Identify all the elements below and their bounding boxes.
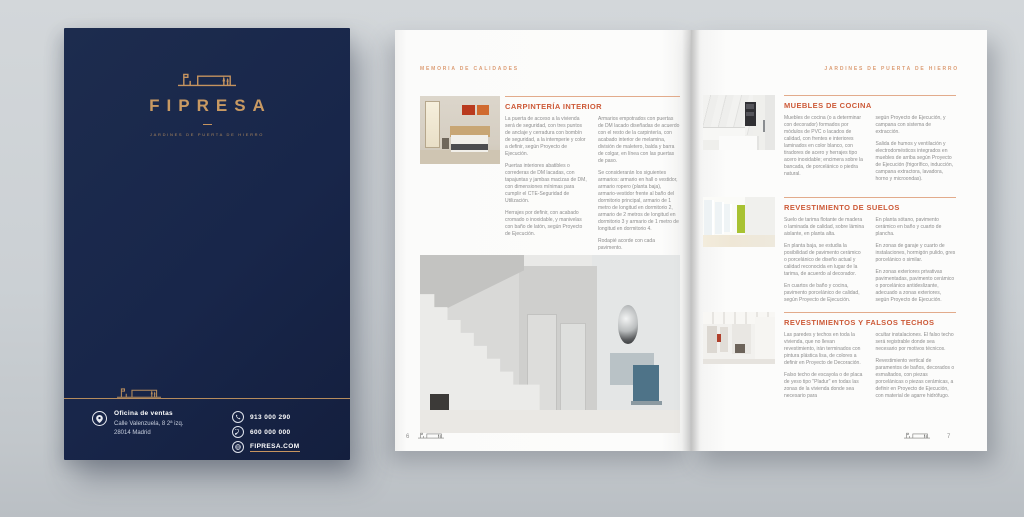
corridor-right-wall [755,317,775,361]
sales-office-block [92,410,228,453]
paragraph: Las paredes y techos en toda la vivienda, que no llevan revestimiento, irán terminados con pintura plástica lisa, de colores a definir en Proyecto de Decoración. [784,332,861,366]
text-column [876,332,957,405]
house-skyline-icon [117,385,161,399]
bedroom-artwork-orange [477,105,489,115]
globe-icon [232,441,244,453]
red-accent [717,334,721,342]
contact-rows [232,411,300,453]
hallway-window [704,200,714,236]
oven [746,112,754,116]
paragraph: En zonas exteriores privativas pavimentadas, pavimento cerámico o porcelánico antideslizante, adecuado a zonas exteriores, según Proyecto de Ejecución. [875,269,955,303]
paragraph: Suelo de tarima flotante de madera o laminada de calidad, sobre lámina aislante, en planta alta. [784,217,865,237]
hall-floor [420,410,680,433]
paragraph: Salida de humos y ventilación y electrodomésticos integrados en muebles de arriba según Proyecto de Ejecución (frigorífico, inducción, campana extractora, lavadora, horno y microondas). [875,141,954,182]
paragraph: Rodapié acorde con cada pavimento. [598,238,655,251]
paragraph: según Proyecto de Ejecución, y campana con sistema de extracción. [875,115,946,135]
brand-divider-dash [203,124,212,125]
kitchen-right-wall [765,95,775,150]
location-pin-icon [92,411,107,426]
paragraph: Puertas interiores abatibles o correderas de DM lacadas, con tapajuntas y jambas macizas de DM, con dimensiones mínimas para cumplir el CTE-Seguridad de Utilización. [505,163,587,204]
text-column [505,116,587,257]
bedroom-window [425,101,440,148]
photo-bedroom [420,96,500,164]
paragraph: ocultar instalaciones. El falso techo será registrable donde sea necesario por motivos técnicos. [875,332,954,352]
paragraph: La puerta de acceso a la vivienda será de seguridad, con tres puntos de anclaje y cerradura con bombín de seguridad, a la intemperie y color a definir, según Proyecto de Ejecución. [505,116,586,157]
section-rule [505,96,680,97]
paragraph: En zonas de garaje y cuarto de instalaciones, hormigón pulido, gres porcelánico o similar. [875,243,956,263]
text-column [876,217,957,309]
fipresa-house-logo-icon [178,70,236,87]
phone-number: 913 000 290 [250,413,291,421]
address-line-1: Calle Valenzuela, 8 2ª izq. [114,421,184,427]
open-brochure-spread [395,30,987,451]
hallway-window [724,204,732,232]
sales-office-address [114,420,183,439]
website-link[interactable]: FIPRESA.COM [250,442,300,450]
section-title: CARPINTERÍA INTERIOR [505,102,602,111]
paragraph: Se considerarán los siguientes armarios: armario en hall o vestidor, armario ropero (planta baja), armario-vestidor frente al baño del dormitorio principal, armario de 1 metro de longitud en dormitorio 2, armario de 2 metros de longitud en dormitorio 3 y armario de 1 metro de longitud en dormitorio 4. [598,170,679,232]
bedroom-artwork-red [462,105,476,115]
phone-icon [232,411,244,423]
photo-corridor [703,312,775,364]
sales-office-text [114,410,183,453]
paragraph: En planta sótano, pavimento cerámico en baño y cuarto de plancha. [875,217,942,237]
cover-logo-block [64,70,350,137]
green-door [737,205,746,233]
photo-kitchen [703,95,775,150]
bedroom-floor [420,150,500,164]
page-number-left: 6 [406,434,410,440]
page-number-right: 7 [947,434,951,440]
right-page [691,30,987,451]
photo-staircase-hall [420,255,680,433]
right-page-header: JARDINES DE PUERTA DE HIERRO [824,66,959,72]
paragraph: Falso techo de escayola o de placa de yeso tipo "Pladur" en todas las zonas de la vivienda donde sea necesario para [784,372,863,399]
interior-door [560,323,585,414]
section-rule [784,95,956,96]
footer-house-logo-icon [418,431,444,439]
section-title: REVESTIMIENTOS Y FALSOS TECHOS [784,318,935,327]
website-row [232,441,300,453]
hallway-window [715,202,724,234]
corridor-opening [720,327,728,352]
phone-row [232,411,300,423]
blue-chair [633,365,659,404]
kitchen-island [719,136,759,150]
sales-office-label: Oficina de ventas [114,410,173,417]
paragraph: Armarios empotrados con puertas de DM lacado diseñadas de acuerdo con el resto de la carpintería, con acabado interior de melamina, división de maletero, balda y barra de colgar, en línea con las puertas de paso. [598,116,680,164]
paragraph: Revestimiento vertical de paramentos de baños, decorados o esmaltados, con piezas porcelánicas o piezas cerámicas, a definir en Proyecto de Ejecución, con material de agarre hidrófugo. [875,358,955,399]
brand-tagline: JARDINES DE PUERTA DE HIERRO [149,132,265,137]
kitchen-faucet [763,120,764,132]
bedroom-side-table [442,138,448,149]
corridor-floor [703,359,775,364]
corridor-opening [707,326,717,353]
section-title: MUEBLES DE COCINA [784,101,872,110]
cover-divider-line [64,398,350,399]
whatsapp-icon [232,426,244,438]
footer-house-logo-icon [904,431,930,439]
text-column [784,332,865,405]
paragraph: Muebles de cocina (o a determinar con decorador) formados por módulos de PVC o lacados de calidad, con frentes e interiores laminados en color blanco, con tiradores de acero y herrajes tipo acero inoxidable; encimera sobre la bancada, de porcelánico o piedra natural. [784,115,863,177]
cover-contact-block [92,410,334,453]
section-rule [784,312,956,313]
paragraph: Herrajes por definir, con acabado cromado o inoxidable, y manivelas con baño de latón, según Proyecto de Ejecución. [505,210,583,237]
hallway-floor [703,235,775,247]
left-page [395,30,691,451]
paragraph: En planta baja, se estudia la posibilidad de pavimento cerámico o porcelánico de diseño actual y calidad reconocida en lugar de la tarima, de acuerdo al decorador. [784,243,861,277]
text-column [876,115,957,188]
address-line-2: 28014 Madrid [114,430,151,437]
whatsapp-row [232,426,300,438]
text-column [784,115,865,188]
brand-name: FIPRESA [149,96,272,115]
whatsapp-number: 600 000 000 [250,428,291,436]
text-column [784,217,865,309]
paragraph: En cuartos de baño y cocina, pavimento porcelánico de calidad, según Proyecto de Ejecución. [784,283,860,303]
oven [746,104,754,108]
furniture-silhouette [735,344,745,352]
chair-frame [631,401,662,405]
photo-bright-hallway [703,197,775,247]
section-title: REVESTIMIENTO DE SUELOS [784,203,900,212]
text-column [598,116,680,257]
bedroom-throw [451,144,488,150]
section-rule [784,197,956,198]
left-page-header: MEMORIA DE CALIDADES [420,66,519,72]
brochure-cover [64,28,350,460]
